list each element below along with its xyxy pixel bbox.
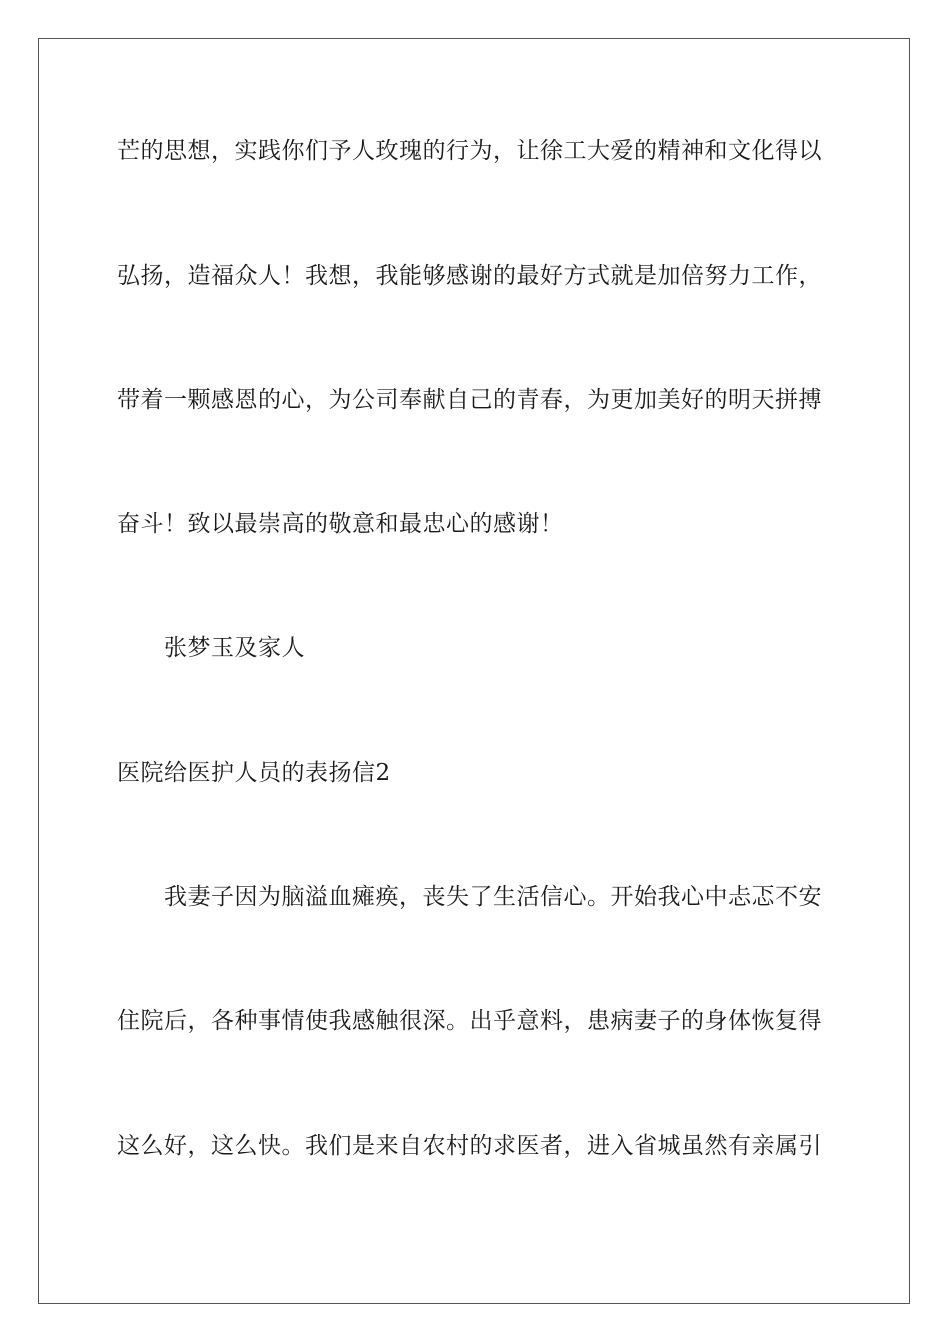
body-text-line: 带着一颗感恩的心，为公司奉献自己的青春，为更加美好的明天拼搏 xyxy=(117,387,822,413)
body-text-line: 弘扬，造福众人！我想，我能够感谢的最好方式就是加倍努力工作， xyxy=(117,263,822,289)
body-text-line: 这么好，这么快。我们是来自农村的求医者，进入省城虽然有亲属引 xyxy=(117,1133,822,1159)
body-text-line: 奋斗！致以最崇高的敬意和最忠心的感谢！ xyxy=(117,511,564,537)
body-text-line: 我妻子因为脑溢血瘫痪，丧失了生活信心。开始我心中忐忑不安 xyxy=(164,884,822,910)
signature-line: 张梦玉及家人 xyxy=(164,635,305,661)
body-text-line: 芒的思想，实践你们予人玫瑰的行为，让徐工大爱的精神和文化得以 xyxy=(117,138,822,164)
page-border xyxy=(38,38,910,1304)
section-heading: 医院给医护人员的表扬信2 xyxy=(117,760,391,786)
body-text-line: 住院后，各种事情使我感触很深。出乎意料，患病妻子的身体恢复得 xyxy=(117,1008,822,1034)
